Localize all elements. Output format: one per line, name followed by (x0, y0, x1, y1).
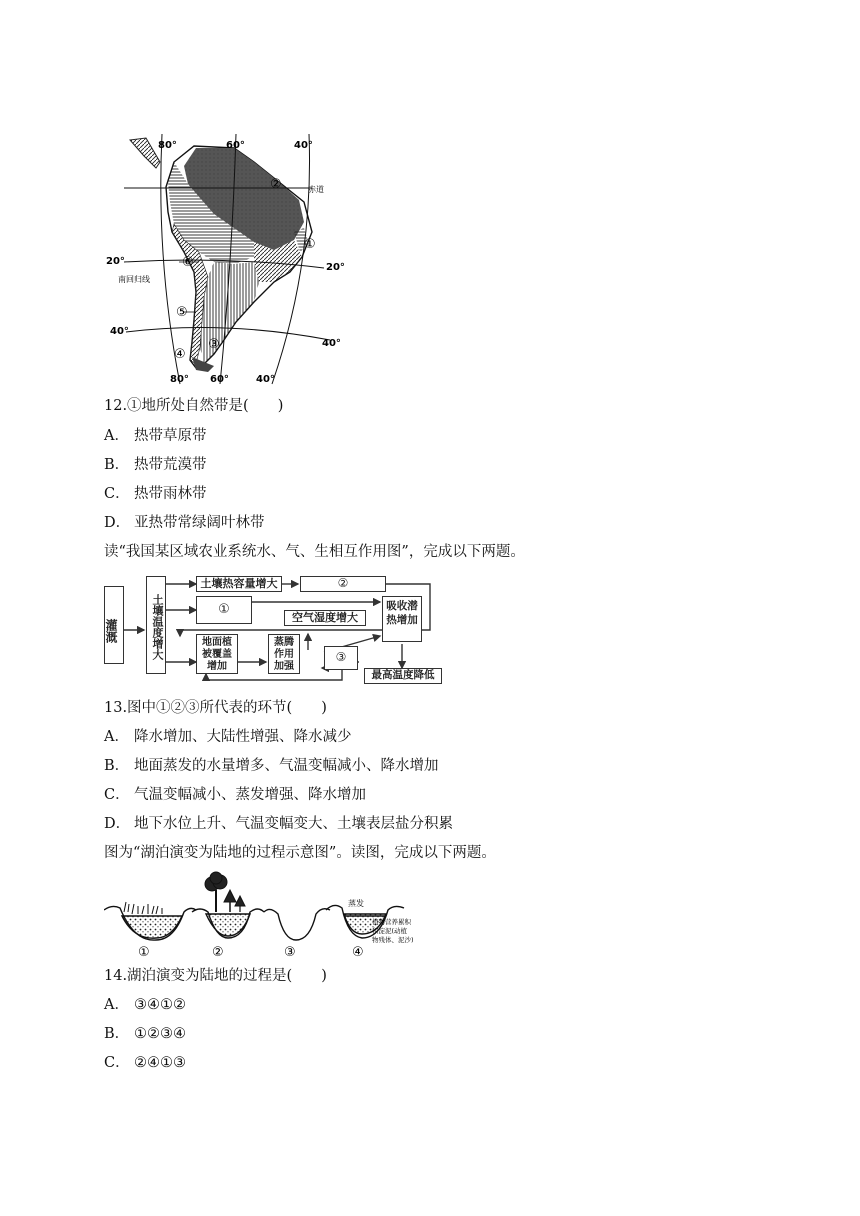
flow-soil-temp: 土壤温度增大 (146, 576, 166, 674)
flow-irrigation: 灌溉 (104, 586, 124, 664)
q13-option-c[interactable] (104, 785, 366, 805)
option-letter: C． (104, 486, 130, 502)
option-letter: D． (104, 816, 131, 832)
option-text: 地下水位上升、气温变幅变大、土壤表层盐分积累 (134, 816, 453, 832)
option-letter: D． (104, 515, 131, 531)
lon-label: 40° (294, 140, 313, 151)
option-text: ②④①③ (134, 1055, 186, 1071)
marker-6: ⑥ (182, 255, 194, 270)
q14-option-a[interactable] (104, 995, 186, 1015)
lake-label-4: ④ (352, 945, 364, 960)
lon-label: 80° (158, 140, 177, 151)
option-text: 热带草原带 (134, 428, 207, 444)
marker-2: ② (270, 177, 282, 192)
equator-label: 赤道 (308, 185, 324, 194)
lake-note-1: 植物营养累积 (372, 918, 411, 926)
option-letter: C． (104, 787, 130, 803)
evap-label: 蒸发 (348, 899, 364, 908)
marker-3: ③ (208, 337, 220, 352)
lake-label-3: ③ (284, 945, 296, 960)
q12-option-b[interactable] (104, 455, 207, 475)
question-13-stem: 13.图中①②③所代表的环节( ) (104, 700, 327, 716)
south-america-map (104, 132, 354, 387)
option-letter: B． (104, 1026, 130, 1042)
flow-humidity: 空气湿度增大 (284, 610, 366, 626)
lat-label: 40° (322, 338, 341, 349)
option-letter: B． (104, 758, 130, 774)
flow-vegetation: 地面植被覆盖增加 (196, 634, 238, 674)
flow-diagram (104, 572, 444, 684)
lon-label: 40° (256, 374, 275, 385)
option-text: 亚热带常绿阔叶林带 (134, 515, 265, 531)
q12-option-d[interactable] (104, 513, 265, 533)
lake-evolution-diagram (104, 868, 428, 960)
option-letter: C． (104, 1055, 130, 1071)
lake-label-2: ② (212, 945, 224, 960)
flow-absorb: 吸收潜热增加 (382, 596, 422, 642)
intro-text-1: 读“我国某区域农业系统水、气、生相互作用图”，完成以下两题。 (104, 544, 525, 560)
lat-label: 20° (106, 256, 125, 267)
q14-option-c[interactable] (104, 1053, 186, 1073)
q12-option-a[interactable] (104, 426, 207, 446)
option-letter: A． (104, 997, 129, 1013)
option-text: 降水增加、大陆性增强、降水减少 (134, 729, 352, 745)
question-12-stem: 12.①地所处自然带是( ) (104, 398, 284, 414)
flow-circle-1: ① (196, 596, 252, 624)
q13-option-b[interactable] (104, 756, 439, 776)
option-letter: B． (104, 457, 130, 473)
intro-text-2: 图为“湖泊演变为陆地的过程示意图”。读图，完成以下两题。 (104, 845, 496, 861)
lon-label: 60° (226, 140, 245, 151)
lon-label: 60° (210, 374, 229, 385)
flow-circle-3: ③ (324, 646, 358, 670)
option-letter: A． (104, 428, 129, 444)
q13-option-d[interactable] (104, 814, 453, 834)
question-14-stem: 14.湖泊演变为陆地的过程是( ) (104, 968, 327, 984)
option-text: 热带雨林带 (134, 486, 207, 502)
flow-circle-2: ② (300, 576, 386, 592)
marker-4: ④ (174, 347, 186, 362)
q14-option-b[interactable] (104, 1024, 186, 1044)
flow-heat-capacity: 土壤热容量增大 (196, 576, 282, 592)
lake-note-3: 物残体、泥沙) (372, 936, 414, 944)
q12-option-c[interactable] (104, 484, 207, 504)
lake-note-2: 积淀泥(动植 (372, 927, 408, 935)
flow-transpiration: 蒸腾作用加强 (268, 634, 300, 674)
marker-5: ⑤ (176, 305, 188, 320)
lake-label-1: ① (138, 945, 150, 960)
option-text: 热带荒漠带 (134, 457, 207, 473)
lon-label: 80° (170, 374, 189, 385)
option-text: 地面蒸发的水量增多、气温变幅减小、降水增加 (134, 758, 439, 774)
option-text: 气温变幅减小、蒸发增强、降水增加 (134, 787, 366, 803)
flow-max-temp: 最高温度降低 (364, 668, 442, 684)
lat-label: 20° (326, 262, 345, 273)
marker-1: ① (304, 237, 316, 252)
tropic-label: 南回归线 (118, 275, 150, 284)
option-text: ①②③④ (134, 1026, 186, 1042)
q13-option-a[interactable] (104, 727, 352, 747)
option-text: ③④①② (134, 997, 186, 1013)
option-letter: A． (104, 729, 129, 745)
lat-label: 40° (110, 326, 129, 337)
